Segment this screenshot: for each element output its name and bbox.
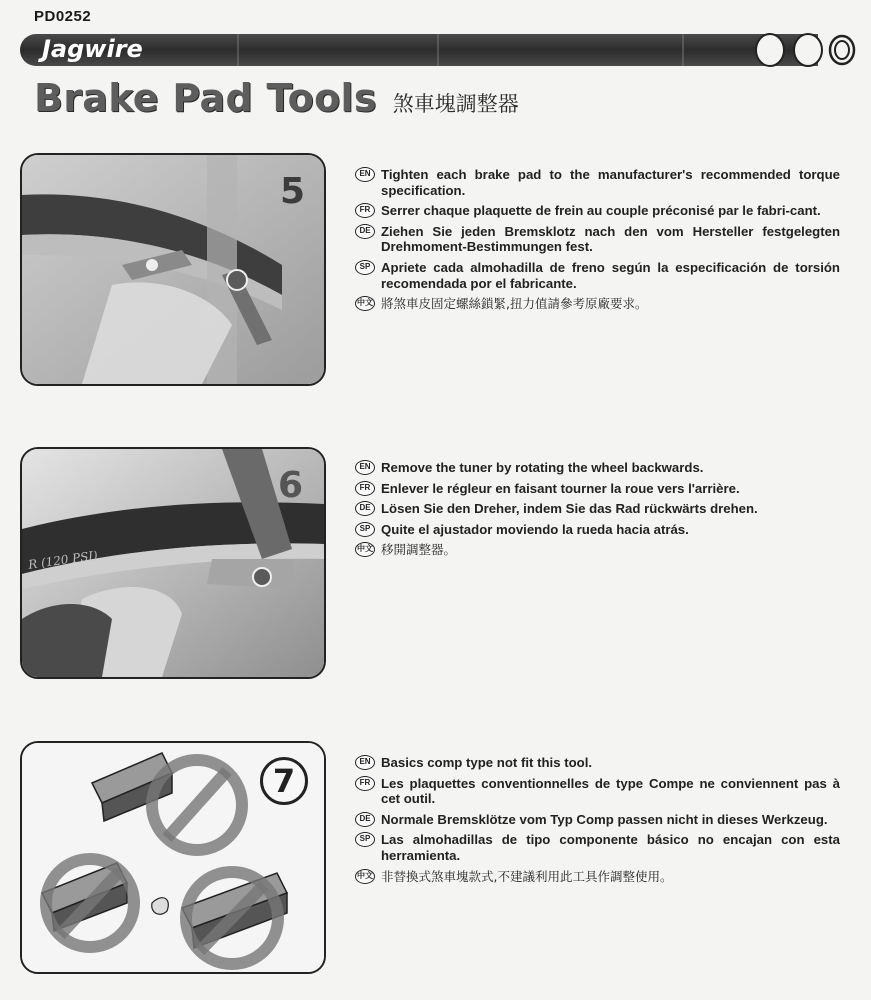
brand-logo: Jagwire	[42, 35, 143, 63]
instruction-text: Quite el ajustador moviendo la rueda hacia atrás.	[381, 521, 689, 537]
lang-badge-sp: SP	[355, 522, 375, 537]
instruction-en	[355, 167, 840, 198]
instruction-fr	[355, 776, 840, 807]
instruction-text: Normale Bremsklötze vom Typ Comp passen nicht in dieses Werkzeug.	[381, 811, 828, 827]
instruction-text: 將煞車皮固定螺絲鎖緊,扭力值請參考原廠要求。	[381, 296, 648, 312]
lang-badge-en: EN	[355, 167, 375, 182]
lang-badge-zh: 中文	[355, 296, 375, 311]
step-7-illustration	[20, 741, 326, 974]
page-subtitle-zh: 煞車塊調整器	[392, 92, 519, 116]
lang-badge-en: EN	[355, 460, 375, 475]
instruction-zh	[355, 869, 840, 885]
instruction-en	[355, 460, 840, 476]
lang-badge-fr: FR	[355, 776, 375, 791]
instruction-text: Lösen Sie den Dreher, indem Sie das Rad rückwärts drehen.	[381, 501, 758, 517]
instruction-text: 非替換式煞車塊款式,不建議利用此工具作調整使用。	[381, 868, 673, 884]
lang-badge-de: DE	[355, 812, 375, 827]
instruction-zh	[355, 296, 840, 312]
step-6-instructions	[355, 460, 840, 563]
lang-badge-fr: FR	[355, 203, 375, 218]
page-title: Brake Pad Tools	[34, 76, 377, 120]
instruction-de	[355, 501, 840, 517]
brand-banner	[18, 32, 856, 68]
instruction-text: Las almohadillas de tipo componente básico no encajan con esta herramienta.	[381, 832, 840, 863]
instruction-de	[355, 224, 840, 255]
step-6-number: 6	[278, 465, 304, 506]
instruction-text: Apriete cada almohadilla de freno según la especificación de torsión recomendada por el fabricante.	[381, 259, 840, 291]
lang-badge-fr: FR	[355, 481, 375, 496]
title-row	[34, 76, 519, 120]
lang-badge-zh: 中文	[355, 869, 375, 884]
instruction-sp	[355, 832, 840, 863]
instruction-text: Enlever le régleur en faisant tourner la roue vers l'arrière.	[381, 480, 740, 496]
step-7-number: 7	[260, 757, 308, 805]
instruction-text: Les plaquettes conventionnelles de type Compe ne conviennent pas à cet outil.	[381, 775, 840, 807]
lang-badge-de: DE	[355, 501, 375, 516]
lang-badge-zh: 中文	[355, 542, 375, 557]
instruction-sp	[355, 522, 840, 538]
instruction-text: Remove the tuner by rotating the wheel backwards.	[381, 460, 704, 475]
step-5-photo	[20, 153, 326, 386]
lang-badge-de: DE	[355, 224, 375, 239]
step-5-instructions	[355, 167, 840, 317]
instruction-fr	[355, 203, 840, 219]
lang-badge-sp: SP	[355, 260, 375, 275]
instruction-text: Serrer chaque plaquette de frein au couple préconisé par le fabri-cant.	[381, 203, 821, 219]
instruction-en	[355, 755, 840, 771]
step-7-instructions	[355, 755, 840, 889]
instruction-text: Tighten each brake pad to the manufacturer's recommended torque specification.	[381, 167, 840, 198]
instruction-zh	[355, 542, 840, 558]
instruction-sp	[355, 260, 840, 291]
instruction-de	[355, 812, 840, 828]
instruction-text: Basics comp type not fit this tool.	[381, 755, 593, 770]
instruction-text: 移開調整器。	[381, 542, 457, 558]
lang-badge-en: EN	[355, 755, 375, 770]
lang-badge-sp: SP	[355, 832, 375, 847]
instruction-fr	[355, 481, 840, 497]
instruction-text: Ziehen Sie jeden Bremsklotz nach den vom Hersteller festgelegten Drehmoment-Bestimmungen fest.	[381, 223, 840, 255]
tire-text: R (120 PSI)	[27, 548, 99, 572]
step-6-photo	[20, 447, 326, 679]
product-code: PD0252	[34, 8, 92, 25]
step-5-number: 5	[280, 171, 306, 212]
